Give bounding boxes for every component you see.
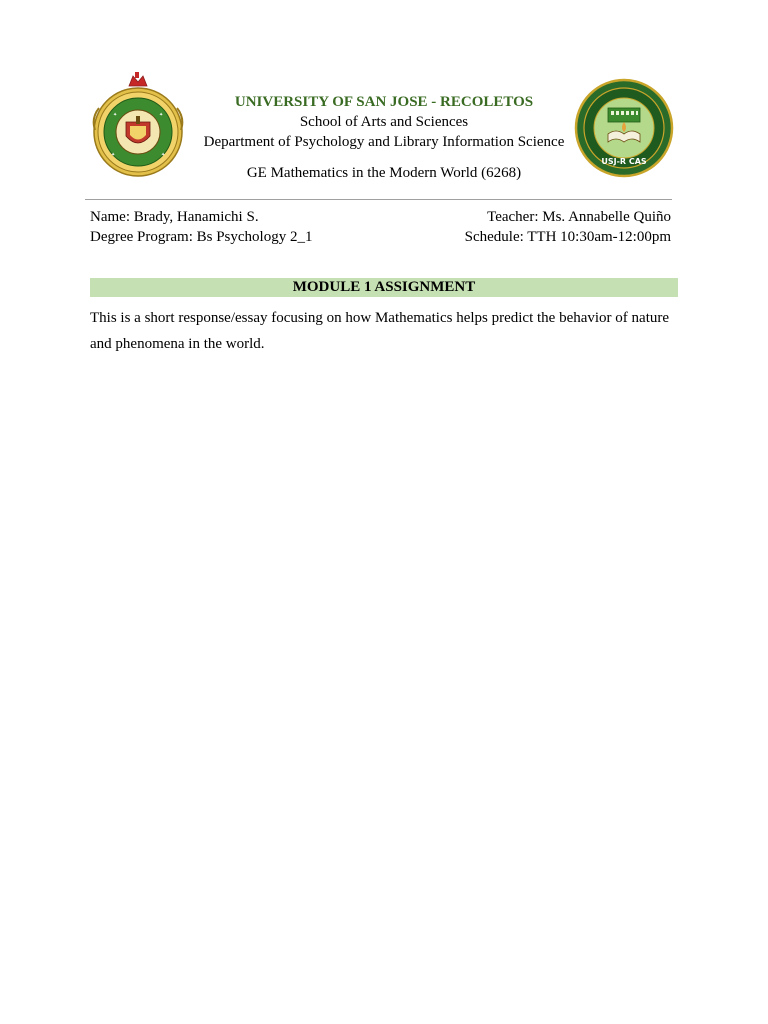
assignment-description: This is a short response/essay focusing on how Mathematics helps predict the behavior of nature and phenomena in the world. [90,310,670,352]
degree-program: Degree Program: Bs Psychology 2_1 [90,229,313,245]
svg-text:✦: ✦ [159,112,164,118]
svg-text:✦: ✦ [111,152,116,158]
course-title: GE Mathematics in the Modern World (6268) [246,165,522,181]
student-info [90,207,312,247]
department-name: Department of Psychology and Library Information Science [203,134,565,150]
university-name: UNIVERSITY OF SAN JOSE - RECOLETOS [234,94,534,110]
svg-text:✦: ✦ [161,152,166,158]
class-schedule: Schedule: TTH 10:30am-12:00pm [464,229,671,245]
student-name: Name: Brady, Hanamichi S. [90,209,259,225]
seal-label: USJ-R CAS [601,157,647,166]
svg-text:✦: ✦ [113,112,118,118]
assignment-title-banner: MODULE 1 ASSIGNMENT [90,278,678,297]
header-divider [85,199,672,200]
university-seal-icon [89,72,187,178]
department-seal-icon [574,78,674,178]
school-name: School of Arts and Sciences [299,114,469,130]
document-header [190,92,578,183]
teacher-name: Teacher: Ms. Annabelle Quiño [487,209,671,225]
class-info [465,207,671,247]
